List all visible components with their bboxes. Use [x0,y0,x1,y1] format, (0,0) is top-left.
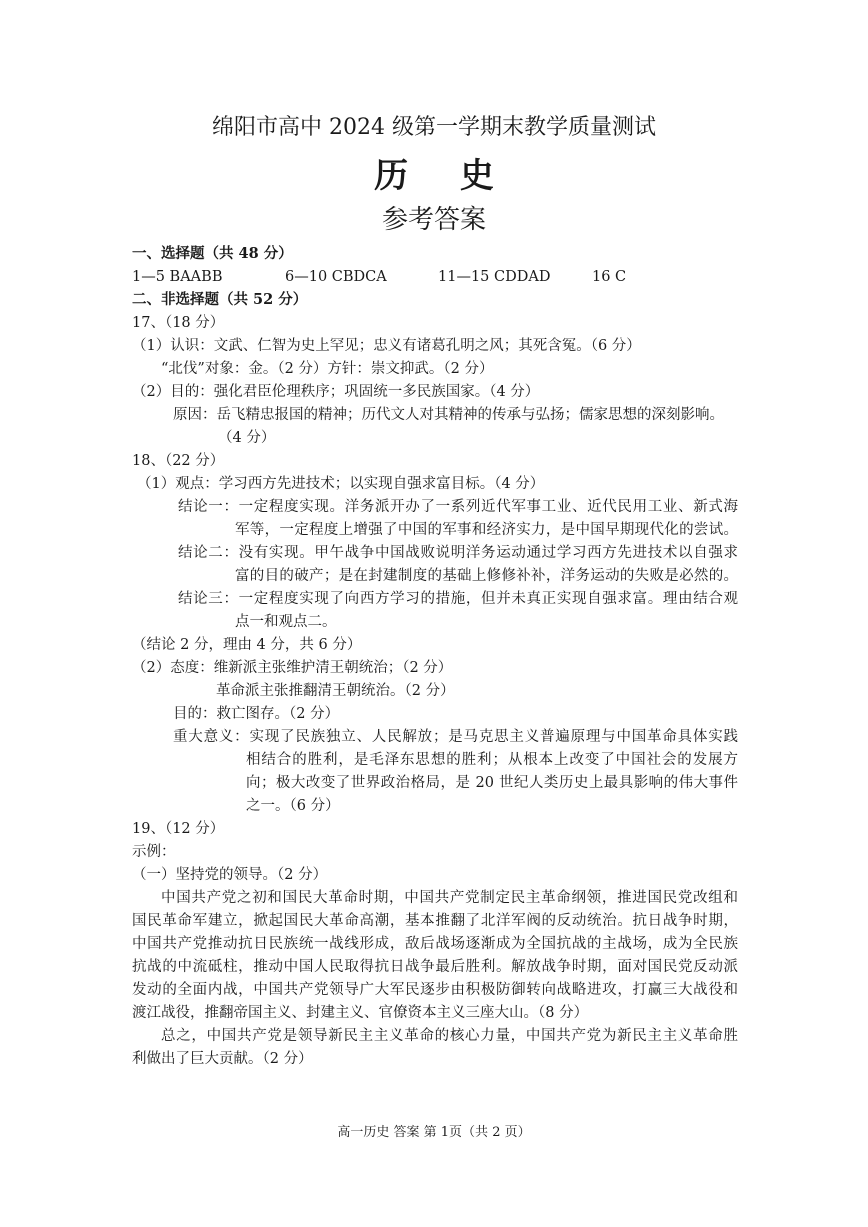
q18-conclusion-line: 结论三：一定程度实现了向西方学习的措施，但并未真正实现自强求富。理由结合观 [178,591,738,607]
q18-conclusion-line: 点一和观点二。 [235,614,337,630]
q19-point: （一）坚持党的领导。（2 分） [132,867,328,883]
q19-paragraph-line: 中国共产党之初和国民大革命时期，中国共产党制定民主革命纲领，推进国民党改组和 [161,890,738,906]
q19-paragraph-line: 抗战的中流砥柱，推动中国人民取得抗日战争最后胜利。解放战争时期，面对国民党反动派 [132,959,738,975]
answers-11-15: 11—15 CDDAD [438,269,551,285]
q19-paragraph-line: 渡江战役，推翻帝国主义、封建主义、官僚资本主义三座大山。（8 分） [132,1005,589,1021]
q18-part2-line: 革命派主张推翻清王朝统治。（2 分） [216,683,455,699]
q17-part2-line: （2）目的：强化君臣伦理秩序；巩固统一多民族国家。（4 分） [132,384,540,400]
q18-part2-line: （2）态度：维新派主张维护清王朝统治；（2 分） [132,660,453,676]
q18-score-note: （结论 2 分，理由 4 分，共 6 分） [132,637,362,653]
answers-16: 16 C [592,269,627,285]
q17-part1-line: （1）认识：文武、仁智为史上罕见；忠义有诸葛孔明之风；其死含冤。（6 分） [132,338,641,354]
exam-title: 绵阳市高中 2024 级第一学期末教学质量测试 [212,115,656,140]
q18-conclusion-line: 军等，一定程度上增强了中国的军事和经济实力，是中国早期现代化的尝试。 [235,522,738,538]
q18-significance-line: 向；极大改变了世界政治格局，是 20 世纪人类历史上最具影响的伟大事件 [246,775,738,791]
subject-title: 历 史 [374,156,514,196]
q18-significance-line: 重大意义：实现了民族独立、人民解放；是马克思主义普遍原理与中国革命具体实践 [173,729,738,745]
q18-conclusion-line: 结论二：没有实现。甲午战争中国战败说明洋务运动通过学习西方先进技术以自强求 [178,545,738,561]
answers-1-5: 1—5 BAABB [132,269,223,285]
section-nonchoice-heading: 二、非选择题（共 52 分） [132,291,308,308]
q17-part2-line: （4 分） [218,430,276,446]
q18-conclusion-line: 结论一：一定程度实现。洋务派开办了一系列近代军事工业、近代民用工业、新式海 [178,499,738,515]
q18-conclusion-line: 富的目的破产；是在封建制度的基础上修修补补，洋务运动的失败是必然的。 [235,568,738,584]
q19-header: 19、（12 分） [132,821,225,837]
q18-part1-line: （1）观点：学习西方先进技术；以实现自强求富目标。（4 分） [137,476,545,492]
q19-paragraph-line: 利做出了巨大贡献。（2 分） [132,1051,313,1067]
page-footer: 高一历史 答案 第 1页（共 2 页） [337,1125,531,1140]
q19-example-label: 示例： [132,844,176,860]
q19-paragraph-line: 发动的全面内战，中国共产党领导广大军民逐步由积极防御转向战略进攻，打赢三大战役和 [132,982,738,998]
q18-significance-line: 相结合的胜利，是毛泽东思想的胜利；从根本上改变了中国社会的发展方 [246,752,738,768]
section-choice-heading: 一、选择题（共 48 分） [132,245,293,262]
q17-header: 17、（18 分） [132,315,225,331]
q19-paragraph-line: 国民革命军建立，掀起国民大革命高潮，基本推翻了北洋军阀的反动统治。抗日战争时期， [132,913,738,929]
q18-part2-line: 目的：救亡图存。（2 分） [173,706,340,722]
q18-header: 18、（22 分） [132,453,225,469]
q19-paragraph-line: 总之，中国共产党是领导新民主主义革命的核心力量，中国共产党为新民主主义革命胜 [161,1028,738,1044]
answers-6-10: 6—10 CBDCA [285,269,387,285]
q18-significance-line: 之一。（6 分） [246,798,340,814]
answer-key-title: 参考答案 [381,205,486,235]
q17-part1-line: “北伐”对象：金。（2 分）方针：崇文抑武。（2 分） [161,361,494,377]
q17-part2-line: 原因：岳飞精忠报国的精神；历代文人对其精神的传承与弘扬；儒家思想的深刻影响。 [173,407,724,423]
q19-paragraph-line: 中国共产党推动抗日民族统一战线形成，敌后战场逐渐成为全国抗战的主战场，成为全民族 [132,936,738,952]
